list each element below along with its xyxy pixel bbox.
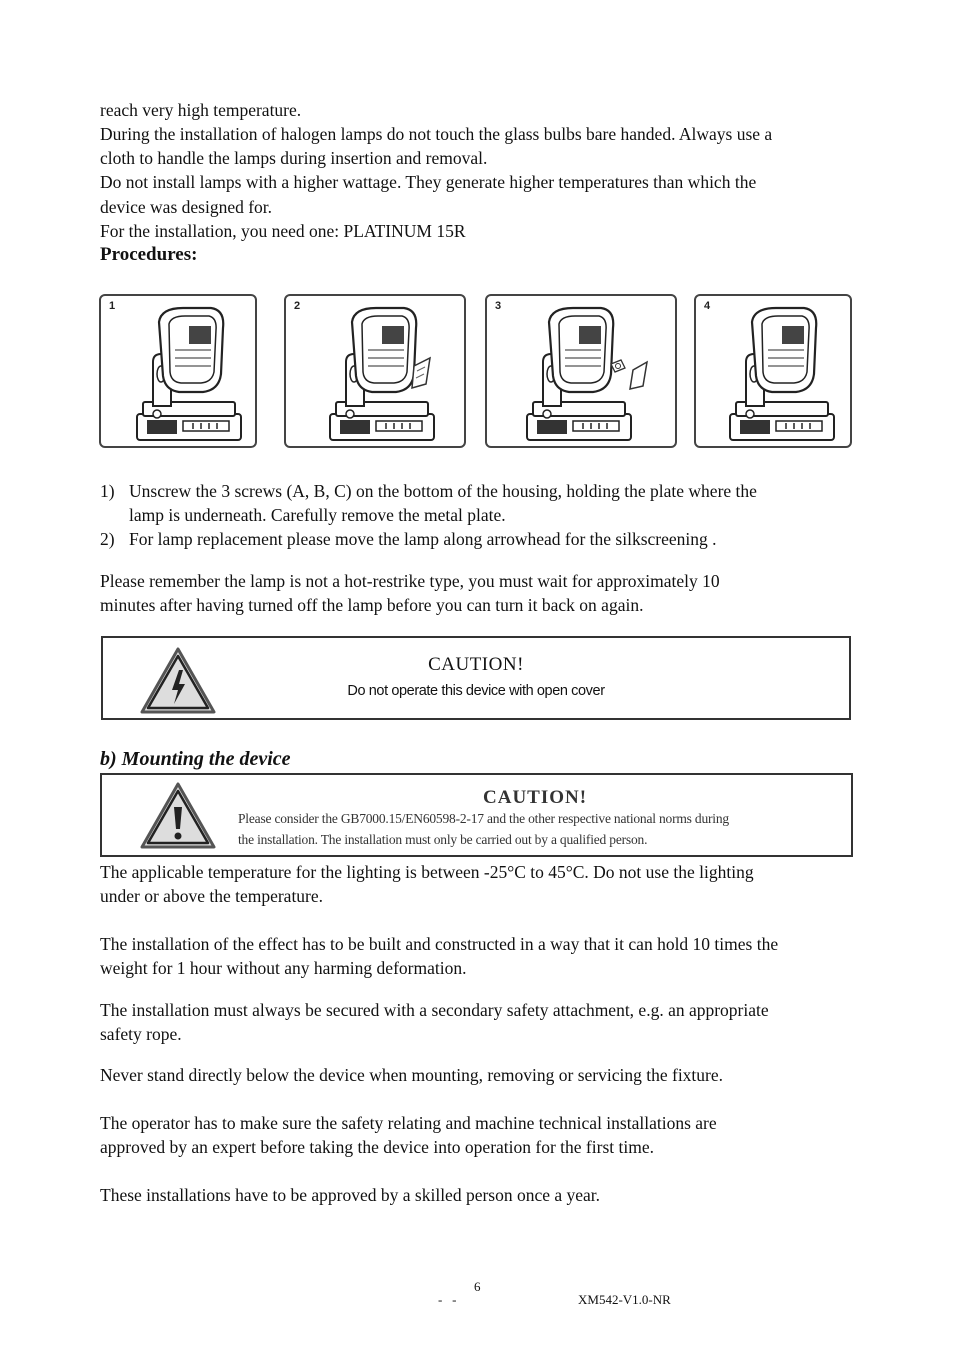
mounting-paragraph: The installation of the effect has to be built and constructed in a way that it can hold 10 times the [100,934,779,954]
mounting-paragraph: The installation must always be secured with a secondary safety attachment, e.g. an appropriate [100,1000,769,1020]
step-number: 2) [100,529,115,549]
intro-line: cloth to handle the lamps during insertion and removal. [100,148,488,168]
hot-restrike-note: minutes after having turned off the lamp before you can turn it back on again. [100,595,644,615]
caution-box-installation [100,773,853,857]
figure-step-3 [485,294,677,448]
intro-line: Do not install lamps with a higher wattage. They generate higher temperatures than which the [100,172,757,192]
step-text: For lamp replacement please move the lamp along arrowhead for the silkscreening . [129,529,717,549]
moving-head-fixture-illustration [487,296,677,448]
caution-text: the installation. The installation must only be carried out by a qualified person. [238,832,648,847]
figure-number: 2 [294,300,301,312]
mounting-paragraph: The applicable temperature for the lighting is between -25°C to 45°C. Do not use the lighting [100,862,754,882]
mounting-paragraph: These installations have to be approved by a skilled person once a year. [100,1185,601,1205]
intro-line: During the installation of halogen lamps do not touch the glass bulbs bare handed. Always use a [100,124,773,144]
hot-restrike-note: Please remember the lamp is not a hot-restrike type, you must wait for approximately 10 [100,571,720,591]
footer-dashes: - - [438,1292,457,1307]
intro-line: For the installation, you need one: PLATINUM 15R [100,221,466,241]
intro-line: reach very high temperature. [100,100,302,120]
procedures-heading: Procedures: [100,244,198,265]
document-code: XM542-V1.0-NR [578,1292,671,1307]
moving-head-fixture-illustration [696,296,852,448]
figure-step-1 [99,294,257,448]
mounting-paragraph: safety rope. [100,1024,182,1044]
moving-head-fixture-illustration [286,296,466,448]
step-text: lamp is underneath. Carefully remove the metal plate. [129,505,506,525]
figure-number: 3 [495,300,502,312]
caution-text: Do not operate this device with open cover [347,683,605,699]
caution-box-open-cover [101,636,851,720]
caution-title: CAUTION! [483,787,588,808]
step-number: 1) [100,481,115,501]
figure-number: 1 [109,300,116,312]
moving-head-fixture-illustration [101,296,257,448]
figure-number: 4 [704,300,711,312]
mounting-paragraph: under or above the temperature. [100,886,324,906]
mounting-paragraph: The operator has to make sure the safety relating and machine technical installations are [100,1113,717,1133]
step-text: Unscrew the 3 screws (A, B, C) on the bottom of the housing, holding the plate where the [129,481,757,501]
mounting-paragraph: weight for 1 hour without any harming deformation. [100,958,467,978]
mounting-paragraph: approved by an expert before taking the device into operation for the first time. [100,1137,654,1157]
intro-line: device was designed for. [100,197,273,217]
caution-text: Please consider the GB7000.15/EN60598-2-17 and the other respective national norms during [238,811,729,826]
mounting-paragraph: Never stand directly below the device when mounting, removing or servicing the fixture. [100,1065,724,1085]
page-number: 6 [474,1279,481,1294]
section-heading-mounting: b) Mounting the device [100,748,291,770]
figure-step-4 [694,294,852,448]
exclamation-warning-icon [139,781,217,851]
caution-title: CAUTION! [428,654,524,675]
figure-step-2 [284,294,466,448]
